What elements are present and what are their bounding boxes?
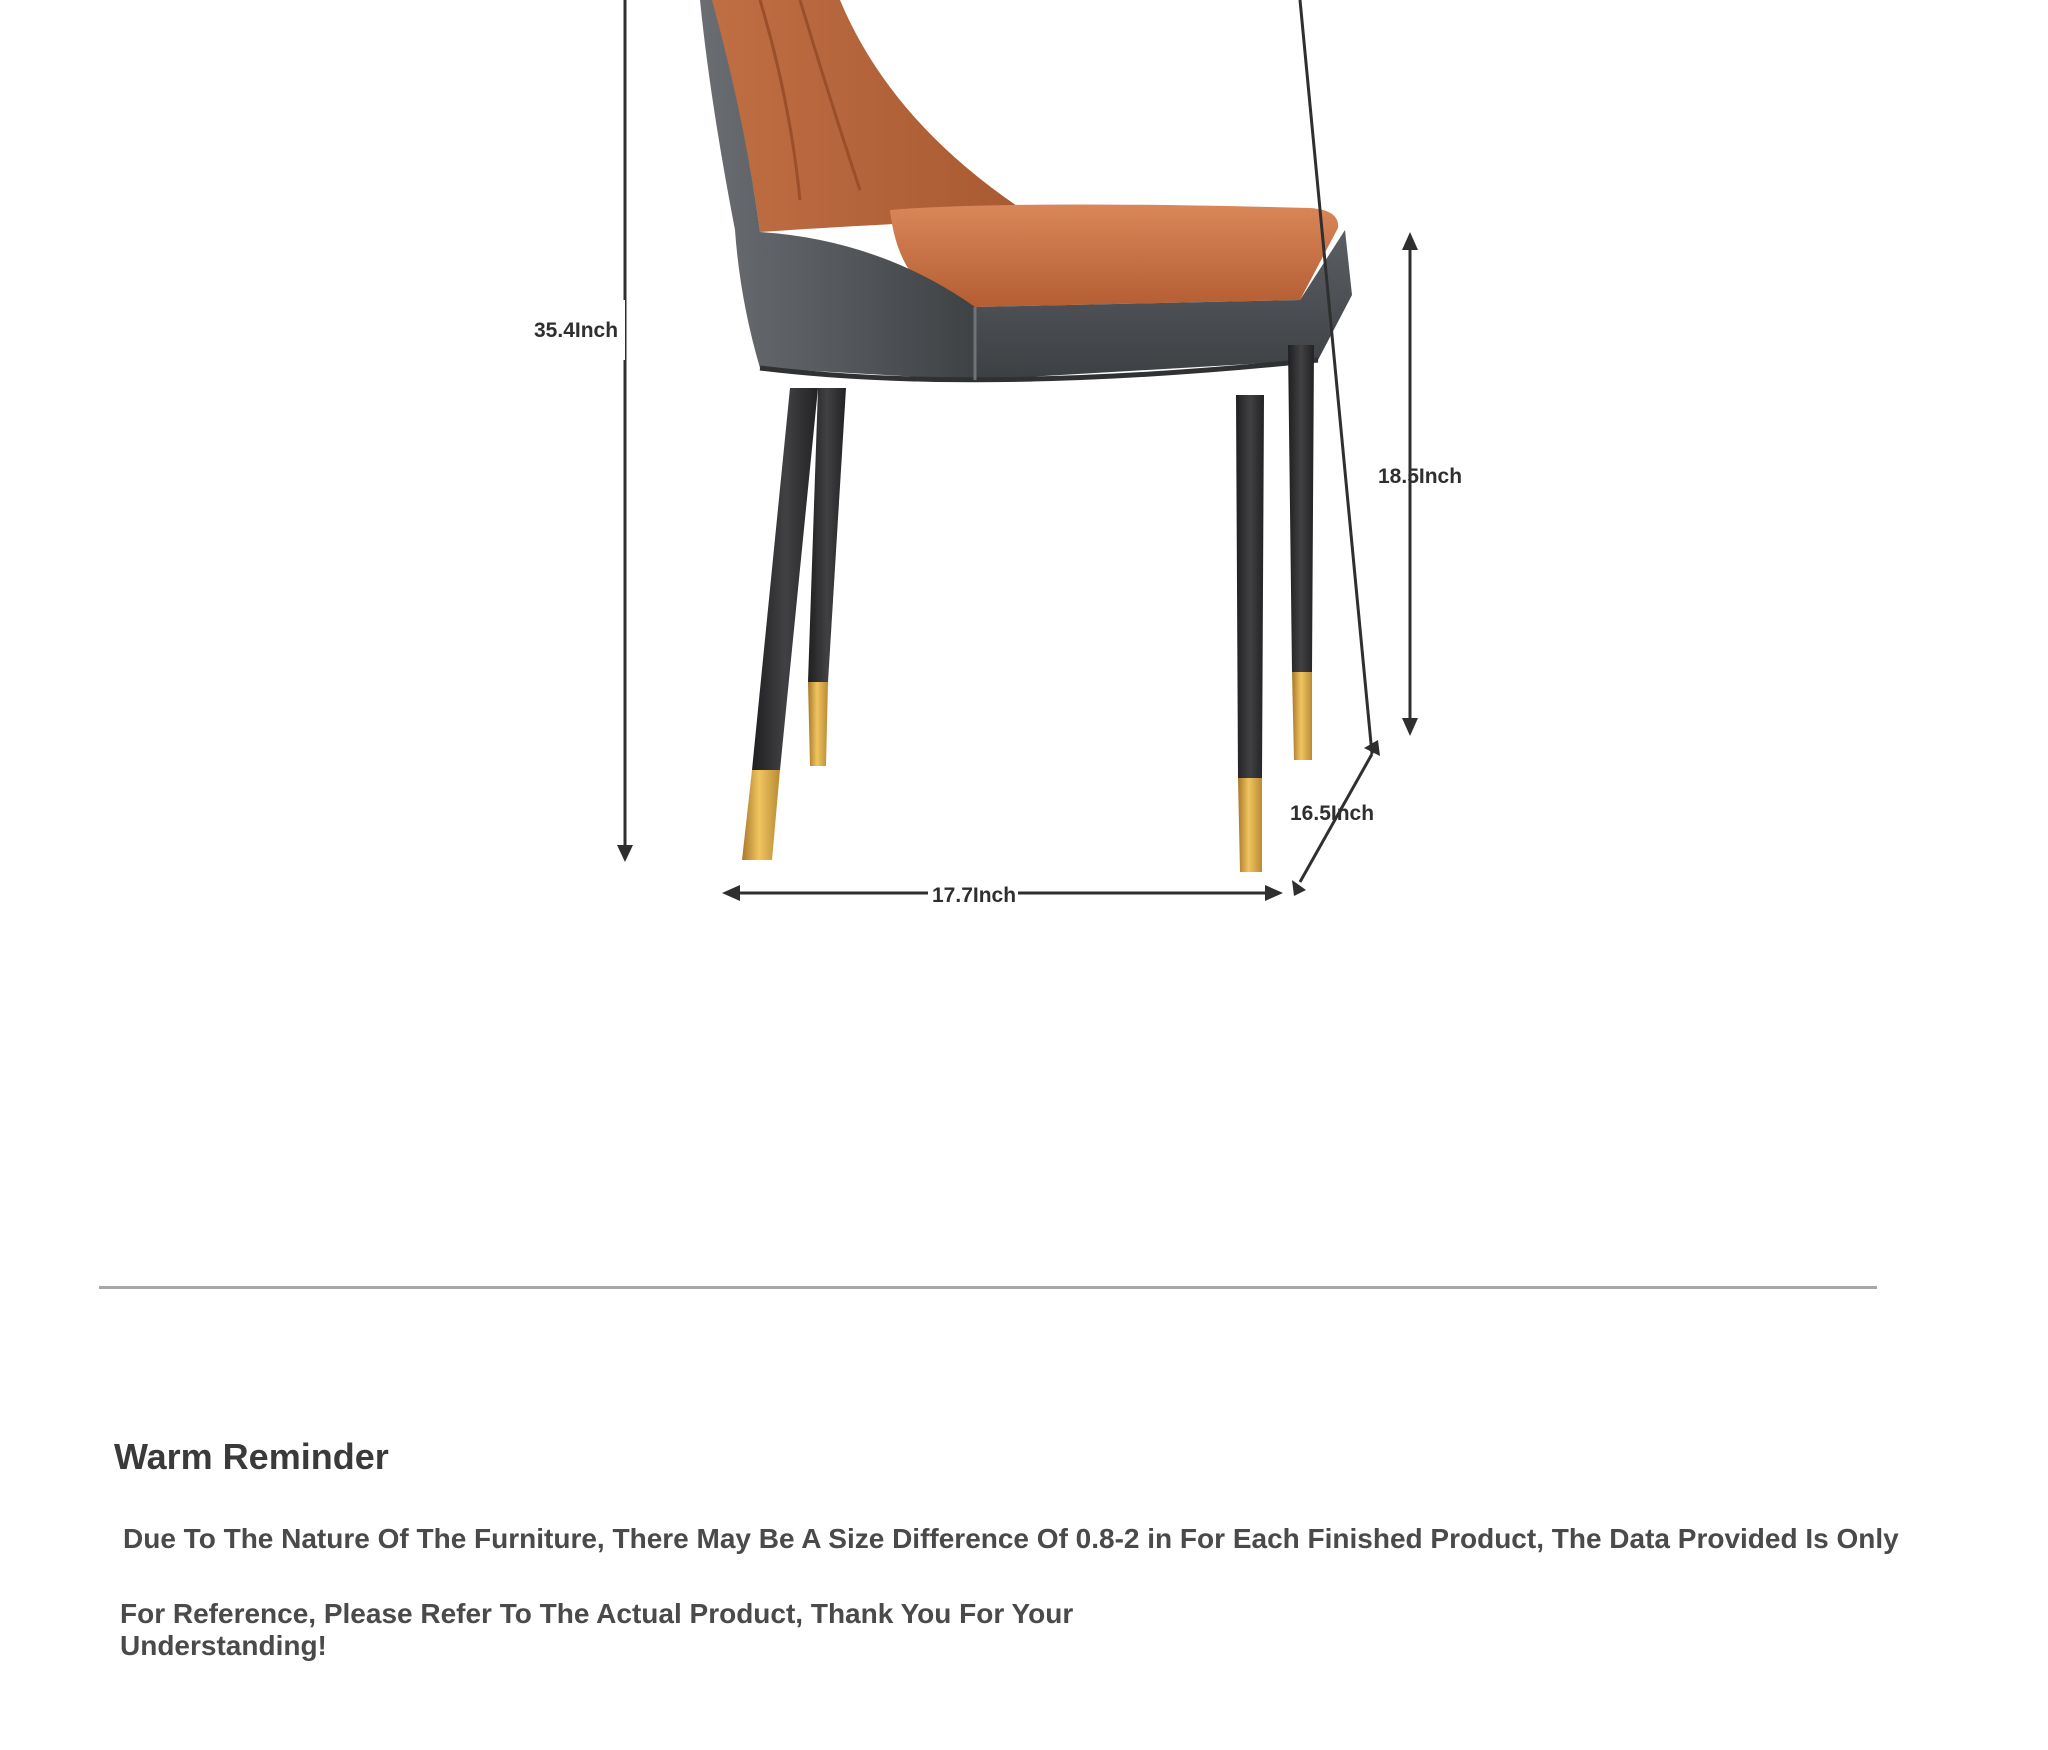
- chair-leg-rear-right: [1288, 345, 1314, 672]
- chair-leg-rear-left: [808, 388, 846, 682]
- chair-leg-cap-rear-right: [1292, 672, 1312, 760]
- chair-seat: [890, 204, 1338, 307]
- chair-image: [700, 0, 1352, 872]
- section-divider: [99, 1286, 1877, 1289]
- dimension-label-height: 35.4Inch: [534, 319, 619, 342]
- dimension-label-seat-height: 18.5Inch: [1378, 465, 1463, 488]
- chair-backrest-inner: [710, 0, 1020, 232]
- reminder-text-line-2: For Reference, Please Refer To The Actual Product, Thank You For Your Understanding!: [120, 1598, 1074, 1661]
- dimension-width: [722, 878, 1283, 907]
- chair-leg-front-left: [752, 388, 818, 770]
- reminder-title: Warm Reminder: [114, 1436, 389, 1477]
- dimension-height: [520, 0, 633, 862]
- dimension-seat-height: [1378, 232, 1462, 736]
- dimension-label-depth: 16.5Inch: [1290, 802, 1375, 825]
- chair-leg-cap-rear-left: [808, 682, 828, 766]
- chair-leg-cap-front-right: [1238, 778, 1262, 872]
- dimension-label-width: 17.7Inch: [932, 884, 1017, 907]
- chair-leg-front-right: [1236, 395, 1264, 778]
- reminder-text-line-1: Due To The Nature Of The Furniture, There May Be A Size Difference Of 0.8-2 in For Each Finished Product, The Data Provided Is Only: [123, 1523, 1899, 1554]
- chair-leg-cap-front-left: [742, 770, 780, 860]
